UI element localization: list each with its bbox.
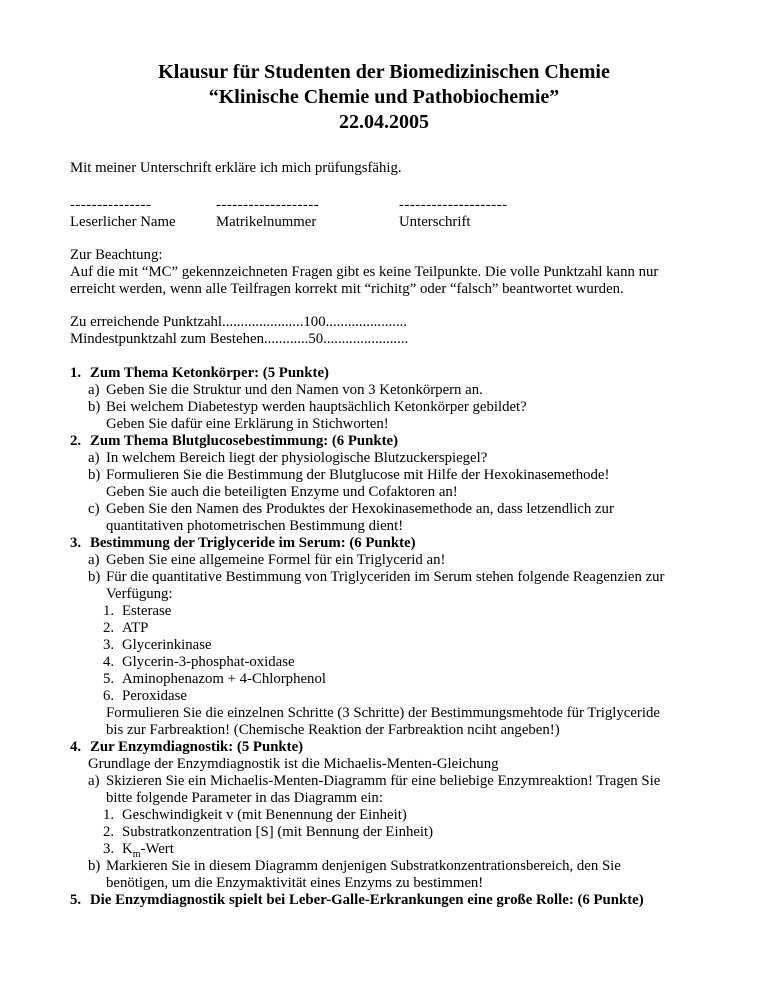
line-text: Markieren Sie in diesem Diagramm denjenigen Substratkonzentrationsbereich, den Sie	[106, 858, 621, 874]
question-item-line	[70, 501, 698, 518]
signature-label: Leserlicher Name	[70, 214, 176, 230]
points-total-line: Zu erreichende Punktzahl......................100......................	[70, 314, 407, 330]
question-cont-line	[70, 416, 698, 433]
question-sub-line	[70, 807, 698, 824]
line-text: In welchem Bereich liegt der physiologische Blutzuckerspiegel?	[106, 450, 488, 466]
question-heading	[70, 433, 698, 450]
line-text: Glycerin-3-phosphat-oxidase	[122, 654, 295, 670]
signature-line: --------------------	[399, 197, 508, 213]
question-item-line	[70, 467, 698, 484]
line-text: Formulieren Sie die einzelnen Schritte (3 Schritte) der Bestimmungsmehtode für Triglyceride	[106, 705, 660, 721]
question-item-line	[70, 450, 698, 467]
line-text: Zum Thema Ketonkörper: (5 Punkte)	[90, 365, 329, 381]
line-marker: 4.	[70, 739, 82, 755]
signature-row	[70, 197, 698, 231]
notice-body-line: erreicht werden, wenn alle Teilfragen korrekt mit “richitg” oder “falsch” beantwortet wurden.	[70, 281, 624, 297]
question-item-line	[70, 773, 698, 790]
line-marker: 1.	[103, 807, 115, 823]
notice-section	[70, 247, 698, 298]
question-item-line	[70, 399, 698, 416]
title-line-date: 22.04.2005	[339, 111, 429, 133]
signature-field-signature	[399, 197, 698, 231]
question-cont-line	[70, 484, 698, 501]
question-sub-line	[70, 620, 698, 637]
line-marker: b)	[88, 467, 101, 483]
line-marker: 1.	[103, 603, 115, 619]
question-item-line	[70, 382, 698, 399]
question-sub-line	[70, 603, 698, 620]
line-marker: a)	[88, 773, 100, 789]
line-text: Die Enzymdiagnostik spielt bei Leber-Galle-Erkrankungen eine große Rolle: (6 Punkte)	[90, 892, 644, 908]
title-line-course: Klausur für Studenten der Biomedizinischen Chemie	[158, 61, 610, 83]
line-text: Substratkonzentration [S] (mit Bennung der Einheit)	[122, 824, 434, 840]
line-text: bitte folgende Parameter in das Diagramm ein:	[106, 790, 383, 806]
question-sub-line	[70, 841, 698, 858]
line-marker: b)	[88, 569, 101, 585]
signature-label: Unterschrift	[399, 214, 471, 230]
points-section	[70, 314, 698, 348]
line-text: Glycerinkinase	[122, 637, 212, 653]
line-text: Für die quantitative Bestimmung von Triglyceriden im Serum stehen folgende Reagenzien zur	[106, 569, 665, 585]
question-cont-line	[70, 586, 698, 603]
question-heading	[70, 365, 698, 382]
line-marker: b)	[88, 858, 101, 874]
line-text: -Wert	[140, 841, 174, 857]
line-text: bis zur Farbreaktion! (Chemische Reaktion der Farbreaktion nciht angeben!)	[106, 722, 560, 738]
question-sub-line	[70, 637, 698, 654]
question-cont-line	[70, 518, 698, 535]
question-heading	[70, 892, 698, 909]
signature-field-matriculation	[216, 197, 399, 231]
signature-field-name	[70, 197, 216, 231]
line-text: K	[122, 841, 133, 857]
line-marker: 4.	[103, 654, 115, 670]
line-marker: 2.	[103, 824, 115, 840]
points-minimum-line: Mindestpunktzahl zum Bestehen............50.......................	[70, 331, 409, 347]
line-text: Grundlage der Enzymdiagnostik ist die Michaelis-Menten-Gleichung	[88, 756, 499, 772]
line-text: quantitativen photometrischen Bestimmung dient!	[106, 518, 404, 534]
question-cont-line	[70, 790, 698, 807]
question-cont-line	[70, 722, 698, 739]
line-marker: 2.	[103, 620, 115, 636]
line-text: Geben Sie eine allgemeine Formel für ein Triglycerid an!	[106, 552, 446, 568]
document-title	[70, 60, 698, 135]
line-marker: a)	[88, 450, 100, 466]
line-text: Zum Thema Blutglucosebestimmung: (6 Punkte)	[90, 433, 399, 449]
question-item-line	[70, 552, 698, 569]
line-marker: a)	[88, 552, 100, 568]
title-line-subject: “Klinische Chemie und Pathobiochemie”	[208, 86, 560, 108]
question-sub-line	[70, 671, 698, 688]
signature-label: Matrikelnummer	[216, 214, 317, 230]
signature-line: -------------------	[216, 197, 320, 213]
line-marker: b)	[88, 399, 101, 415]
line-text: benötigen, um die Enzymaktivität eines Enzyms zu bestimmen!	[106, 875, 484, 891]
line-marker: 5.	[70, 892, 82, 908]
line-marker: 5.	[103, 671, 115, 687]
line-marker: 3.	[103, 841, 115, 857]
line-text: Aminophenazom + 4-Chlorphenol	[122, 671, 326, 687]
line-text: Bestimmung der Triglyceride im Serum: (6 Punkte)	[90, 535, 416, 551]
declaration-text: Mit meiner Unterschrift erkläre ich mich prüfungsfähig.	[70, 160, 402, 176]
question-sub-line	[70, 688, 698, 705]
line-marker: a)	[88, 382, 100, 398]
notice-heading: Zur Beachtung:	[70, 247, 163, 263]
line-text: Geben Sie dafür eine Erklärung in Stichworten!	[106, 416, 389, 432]
question-sub-line	[70, 654, 698, 671]
line-text: Geben Sie auch die beteiligten Enzyme und Cofaktoren an!	[106, 484, 458, 500]
question-heading	[70, 739, 698, 756]
line-text: Verfügung:	[106, 586, 173, 602]
line-marker: c)	[88, 501, 100, 517]
question-cont-line	[70, 875, 698, 892]
question-plain-line	[70, 756, 698, 773]
line-text: ATP	[122, 620, 149, 636]
question-cont-line	[70, 705, 698, 722]
line-text: Geben Sie den Namen des Produktes der Hexokinasemethode an, dass letzendlich zur	[106, 501, 614, 517]
line-marker: 1.	[70, 365, 82, 381]
subscript-text: m	[132, 848, 141, 860]
line-text: Zur Enzymdiagnostik: (5 Punkte)	[90, 739, 304, 755]
line-marker: 3.	[70, 535, 82, 551]
question-sub-line	[70, 824, 698, 841]
line-text: Geben Sie die Struktur und den Namen von 3 Ketonkörpern an.	[106, 382, 483, 398]
question-item-line	[70, 569, 698, 586]
line-text: Bei welchem Diabetestyp werden hauptsächlich Ketonkörper gebildet?	[106, 399, 527, 415]
question-item-line	[70, 858, 698, 875]
question-heading	[70, 535, 698, 552]
line-marker: 2.	[70, 433, 82, 449]
line-marker: 6.	[103, 688, 115, 704]
line-text: Skizieren Sie ein Michaelis-Menten-Diagramm für eine beliebige Enzymreaktion! Tragen Sie	[106, 773, 661, 789]
line-text: Peroxidase	[122, 688, 187, 704]
line-text: Formulieren Sie die Bestimmung der Blutglucose mit Hilfe der Hexokinasemethode!	[106, 467, 610, 483]
notice-body-line: Auf die mit “MC” gekennzeichneten Fragen gibt es keine Teilpunkte. Die volle Punktzahl kann nur	[70, 264, 659, 280]
line-marker: 3.	[103, 637, 115, 653]
line-text: Geschwindigkeit v (mit Benennung der Einheit)	[122, 807, 407, 823]
questions-list	[70, 365, 698, 909]
signature-line: ---------------	[70, 197, 152, 213]
line-text: Esterase	[122, 603, 172, 619]
